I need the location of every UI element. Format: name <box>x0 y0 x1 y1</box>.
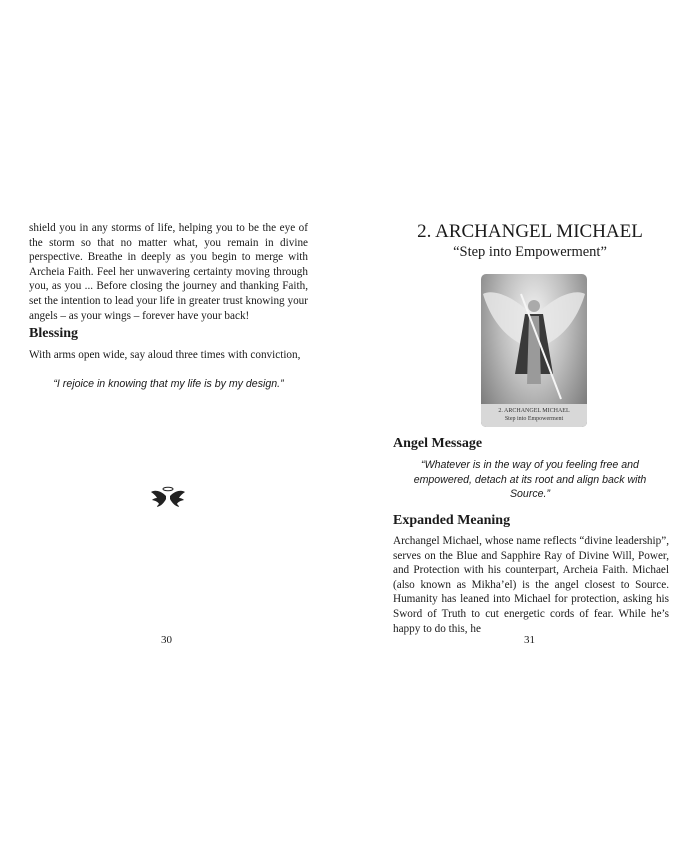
expanded-meaning-text: Archangel Michael, whose name reflects “divine leadership”, serves on the Blue and Sapphire Ray of Divine Will, Power, and Protection with his counterpart, Archeia Faith. Michael (also known as Mikha’el) is the angel closest to Source. Humanity has leaned into Michael for protection, asking his Sword of Truth to cut energetic cords of fear. While he’s happy to do this, he <box>393 535 669 635</box>
left-paragraph <box>29 221 308 323</box>
angel-wings-halo-icon <box>150 484 186 512</box>
angel-message-quote: “Whatever is in the way of you feeling free and empowered, detach at its root and align back with Source.” <box>413 459 647 500</box>
blessing-heading: Blessing <box>29 326 79 341</box>
right-page <box>350 0 700 855</box>
page-number: 31 <box>524 634 535 646</box>
page-number: 30 <box>161 634 172 646</box>
angel-message-heading: Angel Message <box>393 436 483 451</box>
chapter-subtitle: “Step into Empowerment” <box>453 244 607 260</box>
card-caption-subtitle: Step into Empowerment <box>504 416 564 422</box>
card-caption-title: 2. ARCHANGEL MICHAEL <box>498 408 570 414</box>
oracle-card-image <box>481 274 587 427</box>
expanded-meaning-heading: Expanded Meaning <box>393 513 511 528</box>
blessing-quote: “I rejoice in knowing that my life is by my design.” <box>53 378 284 390</box>
blessing-text: With arms open wide, say aloud three times with conviction, <box>29 349 301 361</box>
body-text: shield you in any storms of life, helping you to be the eye of the storm so that no matter what, you remain in divine perspective. Breathe in deeply as you begin to merge with Archeia Faith. Feel her unwavering certainty moving through you, as you ... Before closing the journey and thanking Faith, set the intention to lead your life in greater trust knowing your angels – as your wings – forever have your back! <box>29 222 308 322</box>
card-caption <box>481 404 587 427</box>
chapter-title: 2. ARCHANGEL MICHAEL <box>417 221 643 242</box>
